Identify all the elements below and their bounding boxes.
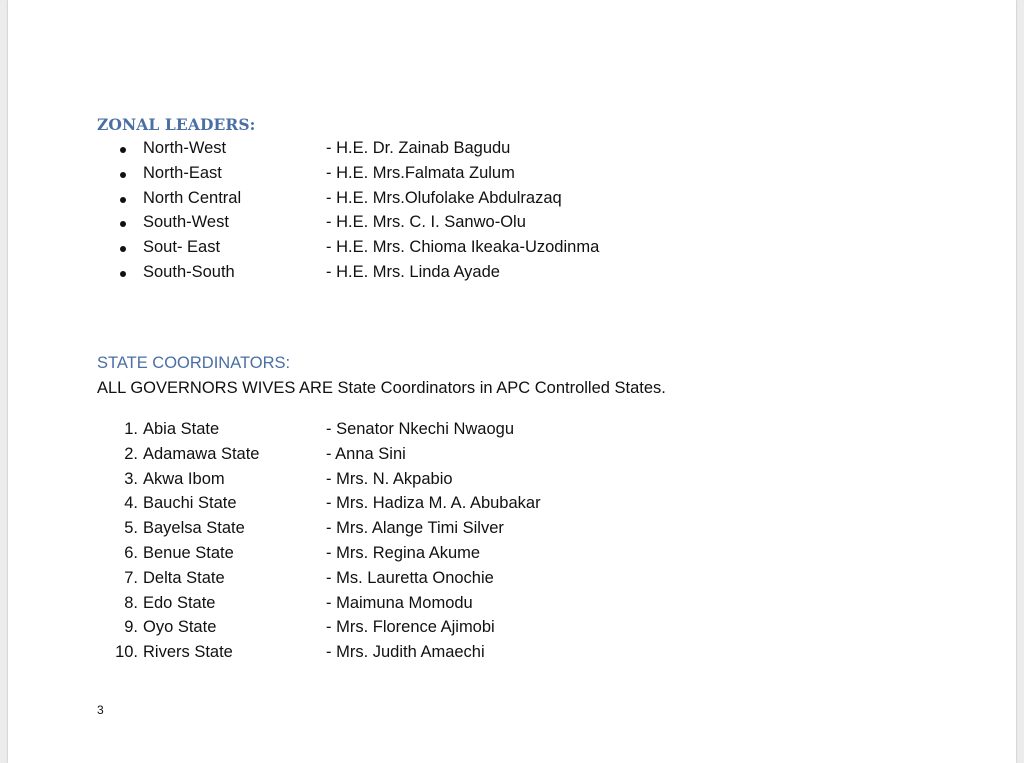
state-name: Delta State [143, 568, 225, 587]
state-name: Abia State [143, 420, 220, 438]
bullet-icon [120, 221, 126, 227]
zone-name: North-West [143, 139, 227, 157]
list-number: 5. [124, 519, 138, 538]
list-number: 8. [124, 593, 138, 612]
zone-leader: - H.E. Dr. Zainab Bagudu [326, 139, 511, 157]
state-name: Oyo State [143, 618, 217, 637]
state-coordinators-heading: STATE COORDINATORS: [97, 354, 291, 372]
state-coordinator: - Mrs. Hadiza M. A. Abubakar [326, 494, 541, 513]
state-name: Akwa Ibom [143, 469, 225, 488]
state-coordinator: - Mrs. Alange Timi Silver [326, 519, 504, 538]
state-coordinator: - Mrs. Judith Amaechi [326, 643, 485, 662]
state-coordinator: - Mrs. N. Akpabio [326, 469, 453, 488]
zone-leader: - H.E. Mrs.Olufolake Abdulrazaq [326, 188, 562, 207]
bullet-icon [120, 147, 126, 153]
list-number: 4. [124, 494, 138, 513]
bullet-icon [120, 197, 126, 203]
page-number: 3 [97, 703, 104, 717]
list-number: 1. [124, 420, 138, 438]
state-coordinator: - Ms. Lauretta Onochie [326, 568, 494, 587]
bullet-icon [120, 172, 126, 178]
zone-name: South-West [143, 213, 229, 232]
list-number: 7. [124, 568, 138, 587]
zone-leader: - H.E. Mrs. C. I. Sanwo-Olu [326, 213, 526, 232]
state-name: Bayelsa State [143, 519, 245, 538]
state-coordinator: - Mrs. Regina Akume [326, 543, 481, 562]
zone-leader: - H.E. Mrs.Falmata Zulum [326, 163, 515, 182]
state-coordinators-intro: ALL GOVERNORS WIVES ARE State Coordinators in APC Controlled States. [97, 379, 666, 397]
state-name: Benue State [143, 543, 234, 562]
state-name: Edo State [143, 593, 216, 612]
state-name: Adamawa State [143, 444, 260, 463]
list-number: 9. [124, 618, 138, 637]
bullet-icon [120, 271, 126, 277]
list-number: 3. [124, 469, 138, 488]
list-number: 6. [124, 543, 138, 562]
zone-name: Sout- East [143, 238, 221, 257]
state-coordinator: - Anna Sini [326, 444, 406, 463]
bullet-icon [120, 246, 126, 252]
zone-leader: - H.E. Mrs. Linda Ayade [326, 262, 500, 281]
zonal-leaders-heading: ZONAL LEADERS: [97, 115, 256, 134]
state-coordinator: - Maimuna Momodu [326, 593, 473, 612]
state-name: Rivers State [143, 643, 233, 662]
zone-leader: - H.E. Mrs. Chioma Ikeaka-Uzodinma [326, 238, 600, 257]
zone-name: North Central [143, 188, 242, 207]
state-coordinator: - Senator Nkechi Nwaogu [326, 420, 515, 438]
document-page [8, 0, 1016, 763]
state-coordinator: - Mrs. Florence Ajimobi [326, 618, 495, 637]
zone-name: North-East [143, 163, 222, 182]
state-name: Bauchi State [143, 494, 237, 513]
zone-name: South-South [143, 262, 235, 281]
list-number: 10. [115, 643, 138, 662]
list-number: 2. [124, 444, 138, 463]
